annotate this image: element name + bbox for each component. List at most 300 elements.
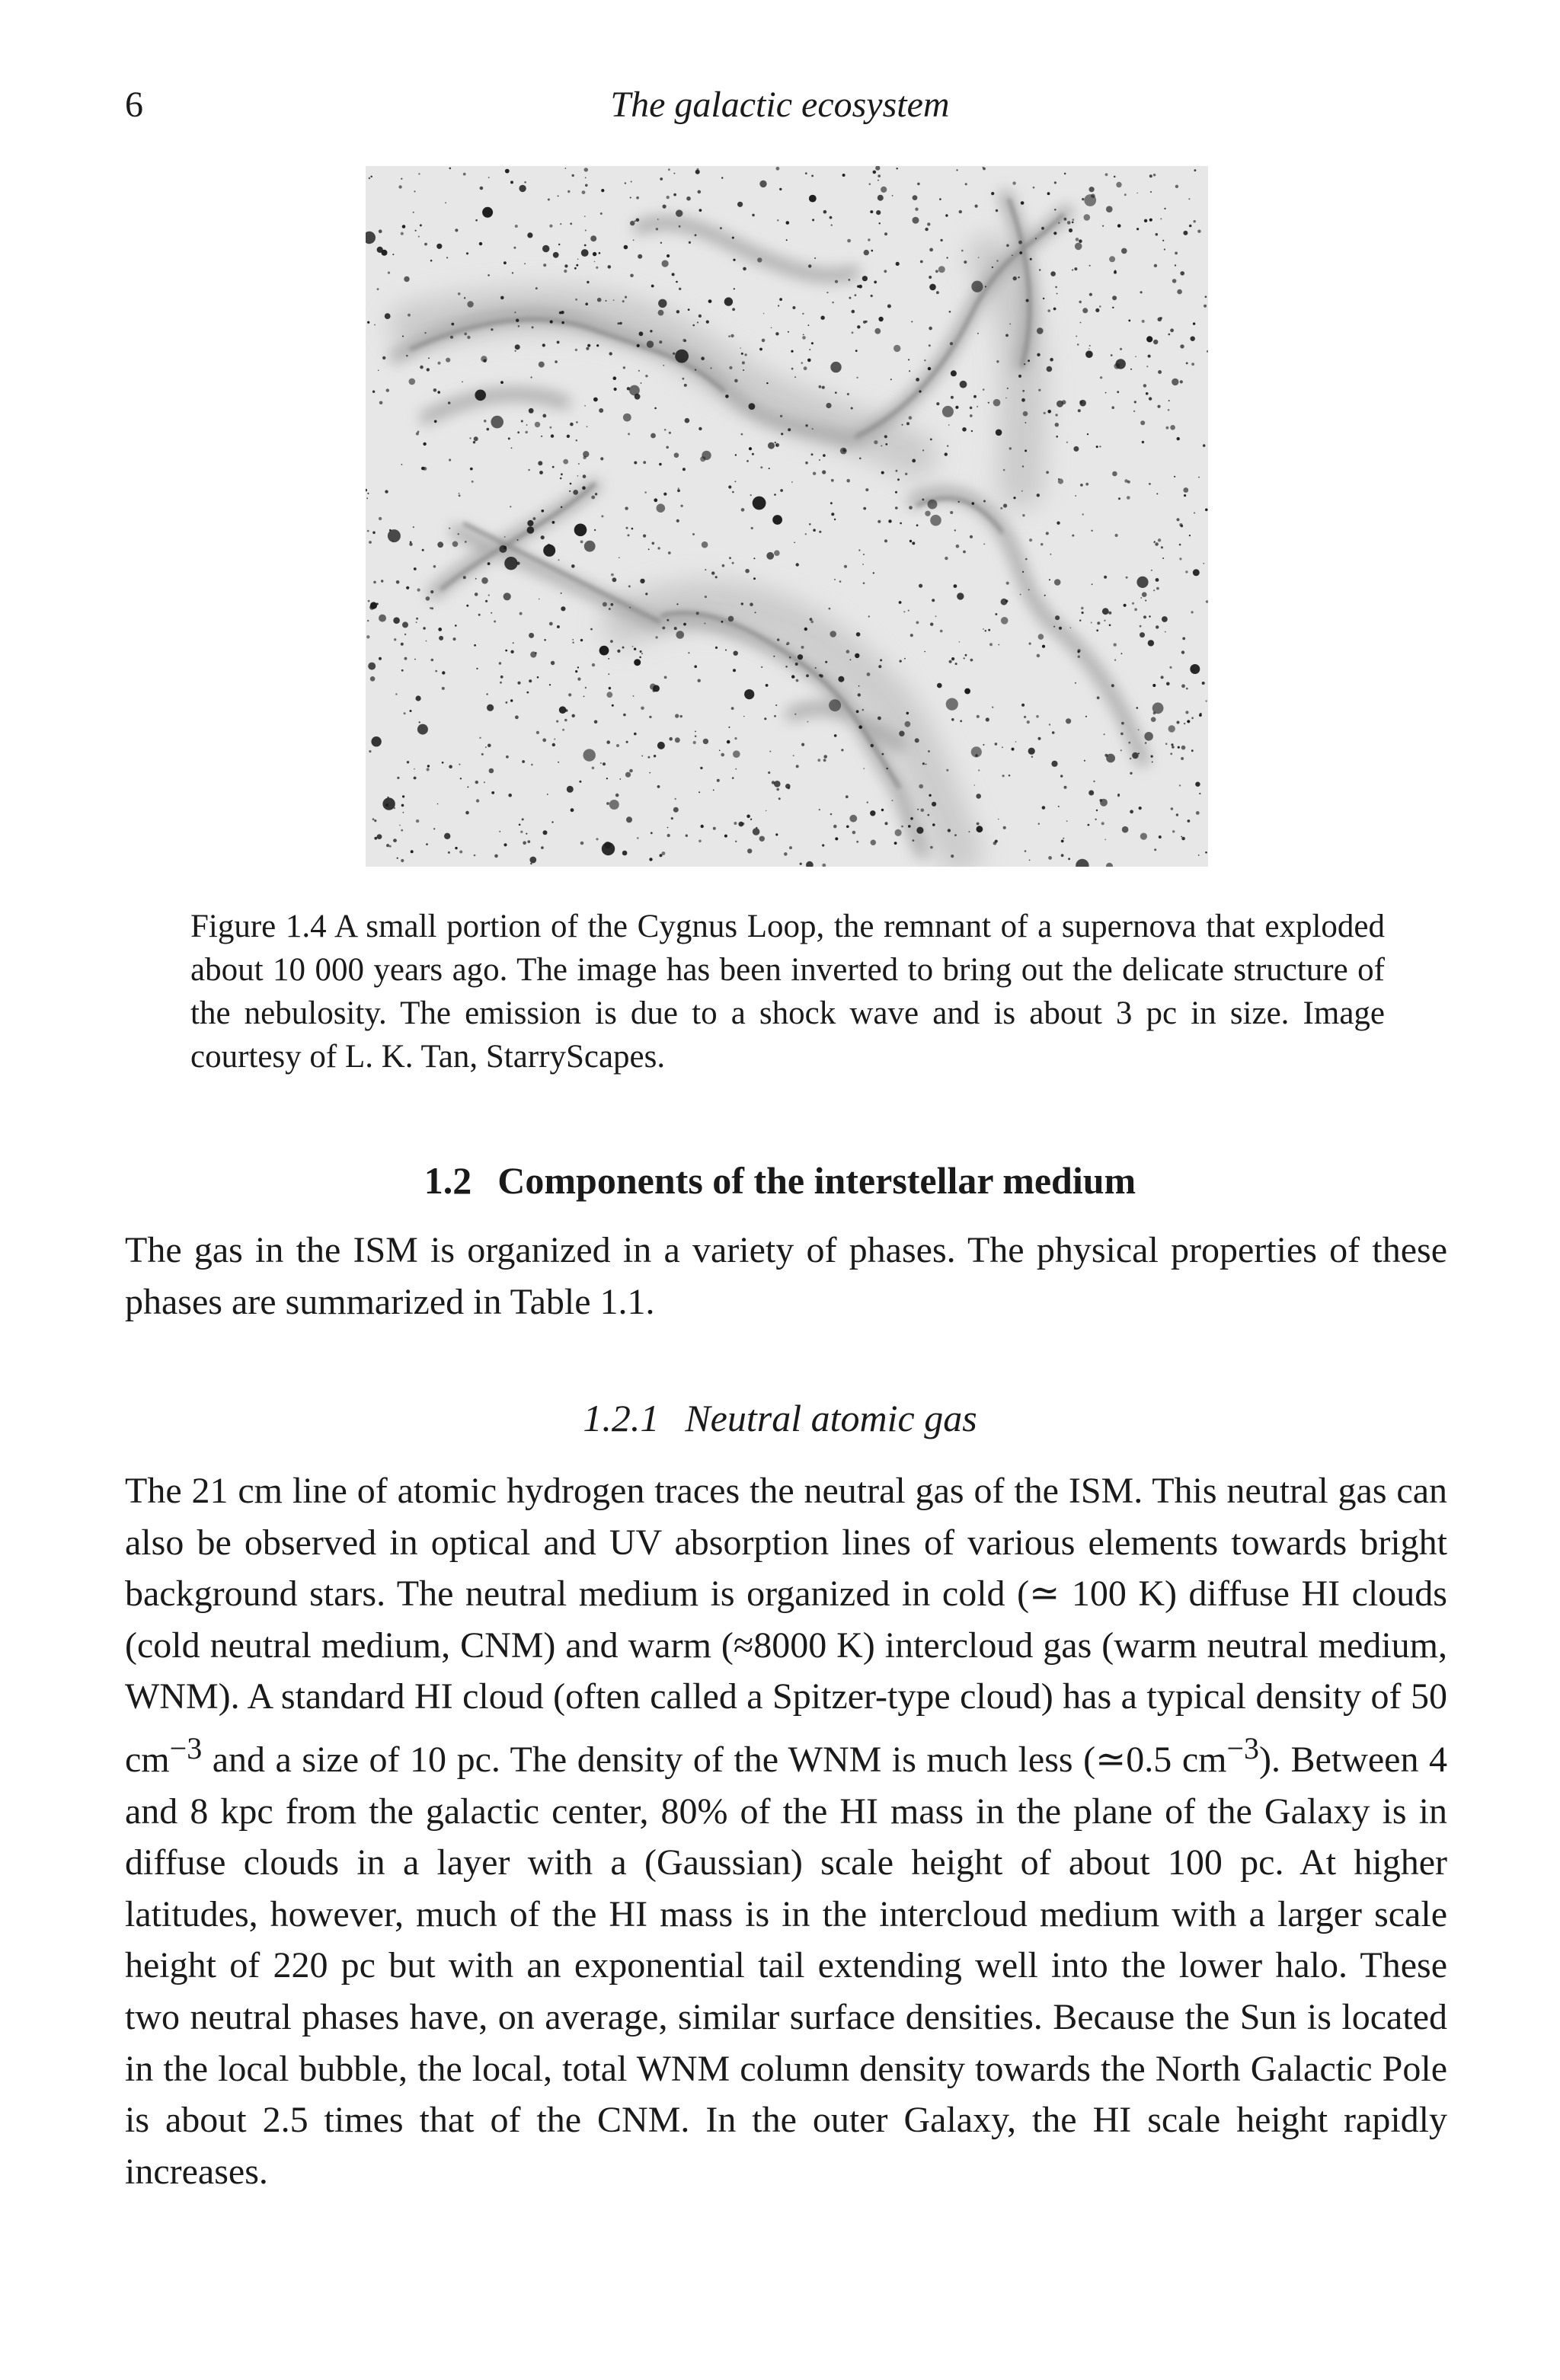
- star: [1084, 214, 1091, 221]
- cygnus-loop-figure: [366, 166, 1208, 867]
- star: [423, 627, 425, 629]
- star: [819, 459, 820, 461]
- star: [542, 414, 546, 418]
- star: [1116, 359, 1126, 369]
- star: [606, 740, 610, 744]
- star: [887, 305, 891, 308]
- star: [1078, 409, 1081, 412]
- star: [753, 497, 766, 510]
- star: [565, 709, 568, 712]
- star: [951, 855, 954, 858]
- star: [422, 549, 424, 551]
- running-head: The galactic ecosystem: [610, 85, 950, 125]
- star: [802, 336, 806, 340]
- star: [371, 176, 372, 177]
- star: [606, 692, 612, 698]
- star: [935, 270, 938, 273]
- star: [427, 768, 430, 771]
- star: [791, 368, 794, 370]
- star: [775, 444, 778, 446]
- star: [543, 264, 546, 267]
- star: [1142, 441, 1144, 443]
- star: [823, 755, 827, 759]
- star: [558, 762, 559, 763]
- star: [954, 529, 956, 531]
- star: [852, 831, 856, 835]
- star: [752, 214, 755, 217]
- star: [745, 569, 750, 573]
- star: [775, 704, 777, 706]
- star: [945, 214, 948, 216]
- star: [804, 366, 807, 370]
- star: [881, 809, 884, 811]
- star: [950, 511, 953, 514]
- star: [1101, 822, 1104, 825]
- star: [366, 635, 369, 638]
- star: [988, 629, 990, 631]
- star: [1196, 811, 1200, 815]
- star: [917, 809, 919, 810]
- star: [960, 381, 967, 388]
- star: [1205, 851, 1207, 854]
- star: [662, 851, 666, 855]
- star: [1038, 823, 1040, 825]
- star: [839, 580, 842, 583]
- star: [539, 362, 545, 368]
- star: [1013, 276, 1017, 280]
- star: [728, 727, 730, 728]
- star: [865, 321, 868, 323]
- star: [1111, 406, 1114, 409]
- star: [766, 810, 767, 812]
- star: [506, 701, 508, 704]
- star: [1159, 835, 1162, 839]
- star: [553, 252, 559, 258]
- star: [1109, 625, 1111, 627]
- star: [947, 445, 948, 446]
- star: [970, 407, 973, 410]
- star: [995, 613, 997, 615]
- star: [609, 608, 611, 610]
- star: [1099, 305, 1101, 308]
- star: [1025, 558, 1028, 561]
- star: [1161, 546, 1163, 548]
- star: [1188, 819, 1191, 823]
- star: [954, 584, 957, 588]
- star: [1028, 589, 1030, 591]
- star: [673, 807, 679, 813]
- star: [634, 462, 637, 465]
- star: [469, 437, 471, 439]
- star: [717, 779, 720, 782]
- star: [1181, 746, 1186, 750]
- star: [1136, 228, 1139, 230]
- star: [369, 750, 371, 752]
- star: [1089, 265, 1091, 267]
- star: [1059, 627, 1062, 630]
- star: [831, 479, 834, 482]
- star: [830, 502, 833, 504]
- star: [910, 634, 913, 637]
- star: [474, 436, 478, 441]
- star: [418, 173, 420, 174]
- star: [776, 788, 779, 791]
- star: [476, 668, 478, 669]
- star: [556, 720, 558, 723]
- star: [774, 550, 780, 556]
- star: [489, 768, 494, 774]
- star: [964, 688, 970, 695]
- star: [596, 838, 598, 840]
- star: [651, 285, 654, 288]
- star: [1058, 478, 1063, 484]
- star: [862, 276, 868, 281]
- star: [936, 291, 939, 294]
- star: [1003, 503, 1007, 507]
- star: [374, 837, 377, 840]
- star: [1170, 425, 1175, 430]
- star: [579, 781, 581, 783]
- star: [862, 564, 864, 565]
- star: [414, 768, 415, 770]
- star: [420, 366, 424, 369]
- star: [430, 260, 433, 262]
- star: [909, 370, 910, 372]
- star: [662, 260, 669, 267]
- star: [1149, 483, 1151, 485]
- section-number: 1.2: [424, 1159, 472, 1202]
- star: [800, 863, 802, 865]
- star: [619, 322, 622, 324]
- star: [1064, 173, 1066, 175]
- star: [370, 602, 377, 609]
- star: [437, 803, 439, 805]
- star: [536, 731, 539, 734]
- star: [713, 790, 714, 791]
- star: [387, 797, 388, 798]
- star: [1181, 650, 1184, 653]
- star: [910, 817, 913, 820]
- star: [1082, 308, 1088, 313]
- star: [846, 479, 850, 483]
- star: [459, 494, 461, 497]
- star: [692, 533, 695, 535]
- star: [702, 451, 711, 460]
- star: [751, 527, 753, 529]
- star: [608, 658, 609, 660]
- star: [569, 490, 571, 492]
- star: [968, 831, 970, 832]
- star: [1076, 238, 1079, 241]
- star: [1112, 471, 1117, 477]
- star: [599, 408, 603, 413]
- star: [1106, 754, 1115, 763]
- star: [1130, 369, 1132, 370]
- star: [385, 490, 388, 493]
- star: [1149, 174, 1152, 177]
- star: [715, 647, 718, 649]
- star: [693, 741, 696, 744]
- star: [696, 612, 699, 615]
- text-run: 100 K) diffuse HI clouds (cold neutral medium, CNM) and warm (: [125, 1573, 1447, 1666]
- star: [908, 359, 909, 360]
- star: [807, 359, 811, 363]
- star: [601, 515, 603, 517]
- star: [379, 401, 383, 405]
- star: [1052, 731, 1055, 734]
- star: [950, 342, 953, 345]
- star: [585, 230, 587, 232]
- star: [951, 396, 954, 399]
- star: [855, 294, 857, 296]
- star: [488, 562, 491, 565]
- star: [903, 611, 905, 612]
- star: [794, 714, 796, 715]
- star: [929, 284, 936, 291]
- star: [983, 500, 986, 503]
- star: [654, 498, 657, 502]
- star: [442, 671, 445, 674]
- star: [722, 564, 725, 567]
- star: [668, 551, 671, 554]
- star: [734, 288, 735, 289]
- star: [792, 306, 795, 309]
- star: [1185, 711, 1188, 714]
- star: [600, 457, 603, 460]
- star: [414, 190, 416, 192]
- star: [583, 451, 589, 457]
- star: [971, 746, 982, 757]
- star: [467, 301, 473, 307]
- star: [552, 466, 555, 468]
- star: [874, 328, 881, 334]
- star: [1027, 720, 1030, 724]
- star: [583, 474, 587, 478]
- star: [809, 349, 810, 350]
- star: [439, 636, 443, 641]
- star: [662, 627, 665, 630]
- star: [663, 205, 667, 209]
- star: [1021, 201, 1025, 205]
- star: [867, 801, 868, 803]
- star: [741, 508, 745, 512]
- star: [896, 262, 900, 266]
- star: [844, 565, 847, 568]
- star: [791, 350, 793, 353]
- star: [760, 466, 762, 468]
- star: [1189, 225, 1192, 228]
- star: [611, 573, 614, 577]
- star: [580, 541, 583, 544]
- star: [890, 379, 892, 380]
- star: [846, 795, 849, 798]
- star: [986, 717, 989, 721]
- star: [683, 623, 686, 626]
- star: [529, 679, 532, 682]
- star: [1194, 220, 1196, 222]
- star: [977, 826, 983, 832]
- star: [426, 641, 427, 642]
- star: [741, 602, 743, 605]
- star: [459, 493, 460, 494]
- star: [1191, 363, 1194, 366]
- star: [805, 533, 807, 535]
- star: [834, 579, 836, 580]
- star: [1074, 267, 1077, 270]
- star: [769, 468, 770, 469]
- star: [637, 837, 639, 839]
- star: [401, 829, 403, 832]
- star: [1099, 446, 1101, 447]
- star: [600, 212, 603, 215]
- star: [436, 244, 442, 249]
- exponent: −3: [169, 1730, 203, 1765]
- star: [977, 406, 978, 407]
- star: [819, 674, 821, 676]
- subsection-paragraph: [125, 1465, 1447, 2197]
- star: [1151, 756, 1153, 758]
- star: [478, 614, 481, 616]
- star: [673, 353, 675, 355]
- star: [954, 834, 957, 836]
- star: [613, 376, 617, 380]
- star: [629, 769, 633, 773]
- star: [996, 360, 999, 363]
- star: [597, 298, 602, 302]
- star: [372, 818, 375, 820]
- star: [529, 633, 534, 638]
- star: [382, 250, 388, 256]
- star: [794, 376, 796, 378]
- star: [609, 352, 612, 355]
- star: [1037, 494, 1040, 497]
- star: [1026, 299, 1029, 302]
- star: [667, 196, 670, 199]
- star: [729, 366, 732, 369]
- star: [959, 210, 962, 213]
- star: [1204, 563, 1205, 564]
- star: [1179, 784, 1181, 786]
- star: [1178, 746, 1180, 749]
- star: [874, 281, 877, 284]
- star: [1044, 595, 1046, 596]
- star: [725, 395, 729, 398]
- star: [951, 657, 954, 660]
- star: [1070, 628, 1072, 629]
- star: [551, 821, 553, 823]
- star: [721, 621, 724, 623]
- star: [595, 493, 597, 495]
- star: [442, 762, 444, 764]
- star: [878, 174, 881, 177]
- star: [511, 447, 513, 449]
- star: [771, 327, 772, 329]
- star: [647, 340, 654, 347]
- star: [479, 242, 482, 245]
- star: [1022, 465, 1024, 467]
- star: [750, 819, 752, 820]
- star: [865, 488, 868, 491]
- star: [464, 297, 465, 299]
- star: [724, 835, 727, 838]
- star: [949, 311, 951, 313]
- star: [475, 781, 478, 784]
- star: [596, 267, 598, 269]
- star: [513, 247, 516, 249]
- star: [657, 503, 666, 513]
- star: [397, 777, 399, 779]
- star: [1180, 271, 1184, 276]
- star: [1066, 718, 1071, 724]
- star: [1200, 713, 1202, 715]
- star: [858, 549, 860, 551]
- star: [585, 184, 588, 187]
- star: [369, 177, 371, 180]
- star: [1191, 611, 1194, 613]
- star: [1082, 612, 1084, 614]
- star: [547, 794, 548, 795]
- star: [945, 452, 948, 455]
- star: [402, 225, 406, 228]
- star: [778, 305, 779, 306]
- star: [892, 195, 893, 196]
- star: [640, 579, 644, 583]
- star: [1156, 233, 1159, 236]
- star: [367, 321, 369, 324]
- star: [663, 493, 667, 496]
- star: [983, 167, 984, 168]
- star: [575, 299, 577, 301]
- star: [805, 462, 808, 465]
- star: [542, 245, 549, 252]
- star: [850, 659, 852, 660]
- star: [1054, 579, 1061, 586]
- star: [535, 652, 536, 653]
- star: [812, 428, 814, 430]
- star: [483, 359, 486, 363]
- star: [970, 535, 973, 538]
- star: [928, 814, 930, 816]
- star: [833, 825, 837, 829]
- star: [532, 326, 534, 328]
- star: [1072, 535, 1074, 537]
- star: [946, 698, 958, 711]
- star: [1177, 437, 1180, 440]
- star: [697, 168, 699, 171]
- star: [871, 250, 874, 252]
- star: [819, 531, 821, 533]
- star: [711, 571, 714, 574]
- star: [873, 171, 877, 174]
- star: [1092, 583, 1093, 585]
- star: [1132, 602, 1134, 605]
- star: [1114, 643, 1117, 646]
- star: [510, 650, 513, 653]
- star: [911, 321, 913, 322]
- star: [686, 835, 688, 837]
- star: [1061, 854, 1064, 857]
- star: [813, 472, 816, 475]
- star: [1140, 625, 1142, 628]
- star: [1175, 264, 1176, 266]
- star: [667, 834, 670, 837]
- star: [852, 331, 854, 334]
- star: [660, 242, 662, 244]
- star: [399, 825, 401, 826]
- star: [628, 585, 631, 587]
- star: [728, 485, 731, 488]
- star: [739, 822, 744, 827]
